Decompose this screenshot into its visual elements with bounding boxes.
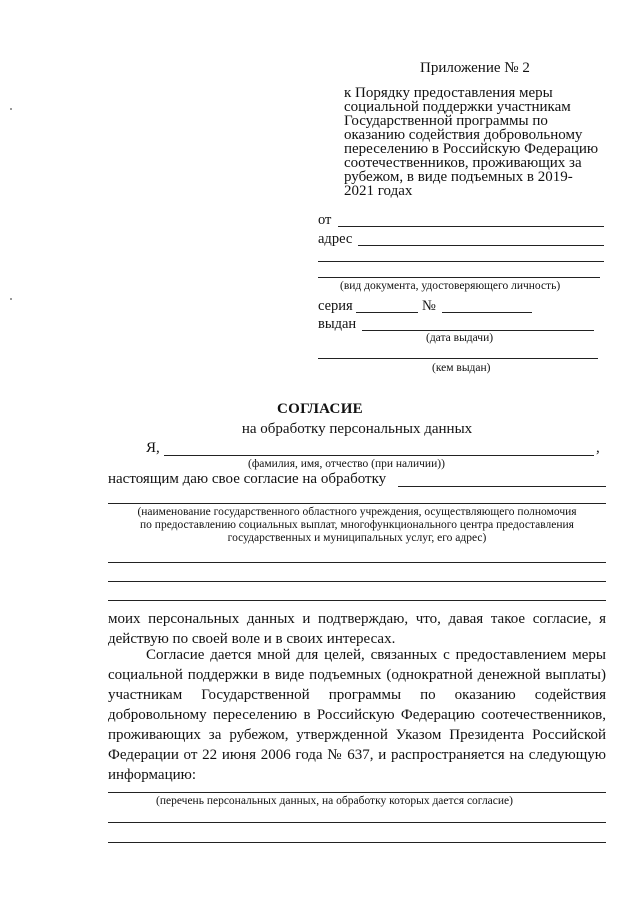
appendix-line: рубежом, в виде подъемных в 2019- (344, 169, 573, 185)
paragraph-1-line: моих персональных данных и подтверждаю, что, давая такое согласие, я (108, 611, 606, 627)
institution-field-line-4[interactable] (108, 581, 606, 582)
personal-data-field-line-3[interactable] (108, 842, 606, 843)
institution-field[interactable] (398, 486, 606, 487)
paragraph-2-line: добровольному переселению в Российскую Федерацию соотечественников, (108, 707, 606, 723)
document-field[interactable] (318, 277, 600, 278)
paragraph-2-line: участникам Государственной программы по оказанию содействия (108, 687, 606, 703)
appendix-line: 2021 годах (344, 183, 413, 199)
number-label: № (422, 298, 436, 314)
name-caption: (фамилия, имя, отчество (при наличии)) (248, 458, 445, 470)
issued-by-caption: (кем выдан) (432, 362, 491, 374)
issued-label: выдан (318, 316, 357, 332)
paragraph-2-line: социальной поддержки в виде подъемных (однократной денежной выплаты) (108, 667, 606, 683)
paragraph-2-line: информацию: (108, 767, 197, 783)
appendix-line: соотечественников, проживающих за (344, 155, 582, 171)
appendix-line: оказанию содействия добровольному (344, 127, 583, 143)
personal-data-field[interactable] (108, 792, 606, 793)
consent-subtitle: на обработку персональных данных (241, 421, 473, 437)
appendix-line: Государственной программы по (344, 113, 548, 129)
address-field-line-2[interactable] (318, 261, 604, 262)
institution-caption-line: (наименование государственного областного учреждения, осуществляющего полномочия (137, 506, 577, 518)
document-caption: (вид документа, удостоверяющего личность) (340, 280, 561, 292)
issued-field[interactable] (362, 330, 594, 331)
personal-data-caption: (перечень персональных данных, на обработку которых дается согласие) (156, 795, 513, 807)
institution-caption-line: по предоставлению социальных выплат, многофункционального центра предоставления (140, 519, 574, 531)
consent-title: СОГЛАСИЕ (277, 401, 363, 417)
paragraph-1-line: действую по своей воле и в своих интересах. (108, 631, 396, 647)
i-label: Я, (146, 440, 160, 456)
name-comma: , (596, 440, 600, 456)
appendix-title: Приложение № 2 (420, 60, 530, 76)
issued-by-field[interactable] (318, 358, 598, 359)
series-label: серия (318, 298, 353, 314)
from-field[interactable] (338, 226, 604, 227)
scan-speck (10, 108, 12, 110)
address-label: адрес (318, 231, 353, 247)
personal-data-field-line-2[interactable] (108, 822, 606, 823)
paragraph-2-line: проживающих за рубежом, утвержденной Указом Президента Российской (108, 727, 606, 743)
issue-date-caption: (дата выдачи) (426, 332, 494, 344)
paragraph-2-line: Согласие дается мной для целей, связанных с предоставлением меры (146, 647, 606, 663)
institution-field-line-5[interactable] (108, 600, 606, 601)
scan-speck (10, 298, 12, 300)
appendix-line: переселению в Российскую Федерацию (344, 141, 599, 157)
institution-field-line-2[interactable] (108, 503, 606, 504)
institution-caption-line: государственных и муниципальных услуг, его адрес) (227, 532, 487, 544)
series-field[interactable] (356, 312, 418, 313)
give-consent-text: настоящим даю свое согласие на обработку (108, 471, 387, 487)
address-field[interactable] (358, 245, 604, 246)
institution-field-line-3[interactable] (108, 562, 606, 563)
paragraph-2-line: Федерации от 22 июня 2006 года № 637, и распространяется на следующую (108, 747, 606, 763)
appendix-line: к Порядку предоставления меры (344, 85, 553, 101)
number-field[interactable] (442, 312, 532, 313)
appendix-line: социальной поддержки участникам (344, 99, 571, 115)
full-name-field[interactable] (164, 455, 594, 456)
from-label: от (318, 212, 332, 228)
